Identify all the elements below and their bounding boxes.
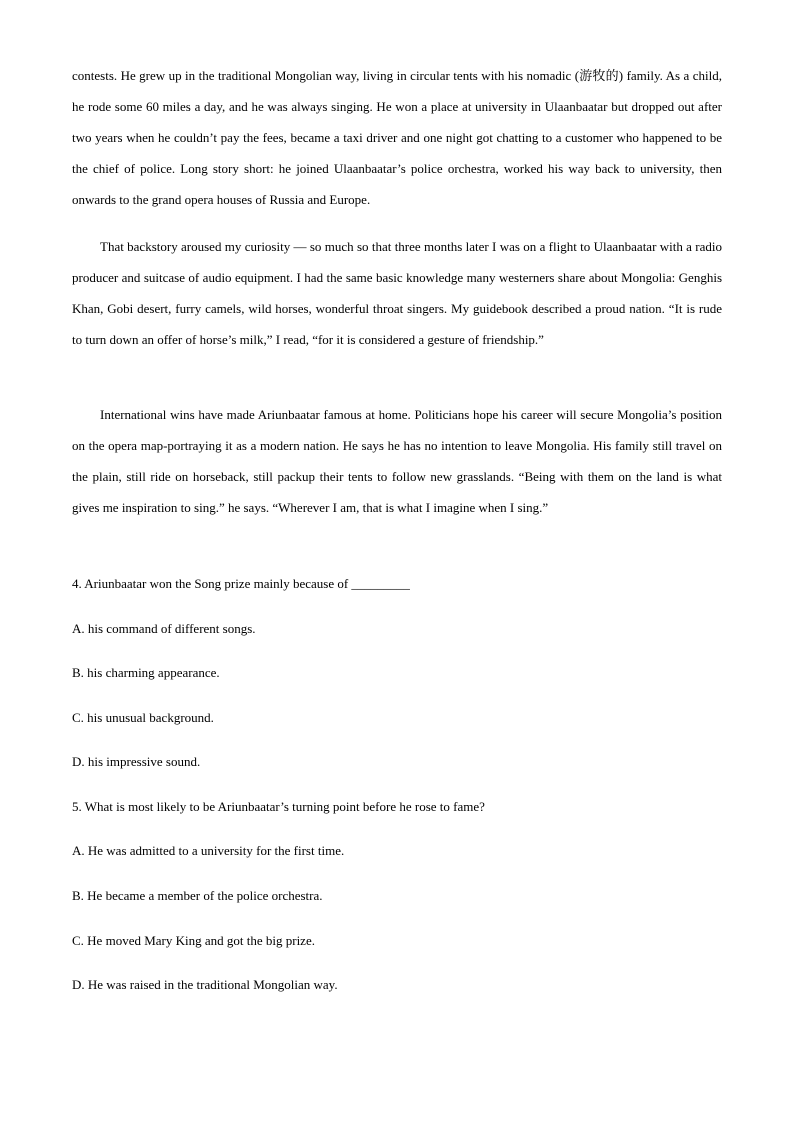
question-5-option-a: A. He was admitted to a university for the first time. xyxy=(72,843,345,858)
question-4-option-b: B. his charming appearance. xyxy=(72,665,220,680)
question-5-option-d: D. He was raised in the traditional Mongolian way. xyxy=(72,977,338,992)
passage-paragraph-3 xyxy=(72,399,722,523)
paragraph-3-text: International wins have made Ariunbaatar famous at home. Politicians hope his career will secure Mongolia’s position on the opera map-portraying it as a modern nation. He says he has no intention to leave Mongolia. His family still travel on the plain, still ride on horseback, still packup their tents to follow new grasslands. “Being with them on the land is what gives me inspiration to sing.” he says. “Wherever I am, that is what I imagine when I sing.” xyxy=(72,407,722,515)
question-4-option-c: C. his unusual background. xyxy=(72,710,214,725)
question-4-stem: 4. Ariunbaatar won the Song prize mainly because of _________ xyxy=(72,576,410,591)
passage-paragraph-1: contests. He grew up in the traditional Mongolian way, living in circular tents with his nomadic (游牧的) family. As a child, he rode some 60 miles a day, and he was always singing. He won a place at university in Ulaanbaatar but dropped out after two years when he couldn’t pay the fees, became a taxi driver and one night got chatting to a customer who happened to be the chief of police. Long story short: he joined Ulaanbaatar’s police orchestra, worked his way back to university, then onwards to the grand opera houses of Russia and Europe. xyxy=(72,68,722,207)
question-5-stem: 5. What is most likely to be Ariunbaatar’s turning point before he rose to fame? xyxy=(72,799,485,814)
passage-paragraph-2 xyxy=(72,231,722,355)
question-4-option-d: D. his impressive sound. xyxy=(72,754,201,769)
paragraph-2-text: That backstory aroused my curiosity — so much so that three months later I was on a flight to Ulaanbaatar with a radio producer and suitcase of audio equipment. I had the same basic knowledge many westerners share about Mongolia: Genghis Khan, Gobi desert, furry camels, wild horses, wonderful throat singers. My guidebook described a proud nation. “It is rude to turn down an offer of horse’s milk,” I read, “for it is considered a gesture of friendship.” xyxy=(72,239,722,347)
question-4-option-a: A. his command of different songs. xyxy=(72,621,256,636)
question-5-option-b: B. He became a member of the police orchestra. xyxy=(72,888,323,903)
question-5-option-c: C. He moved Mary King and got the big prize. xyxy=(72,933,315,948)
